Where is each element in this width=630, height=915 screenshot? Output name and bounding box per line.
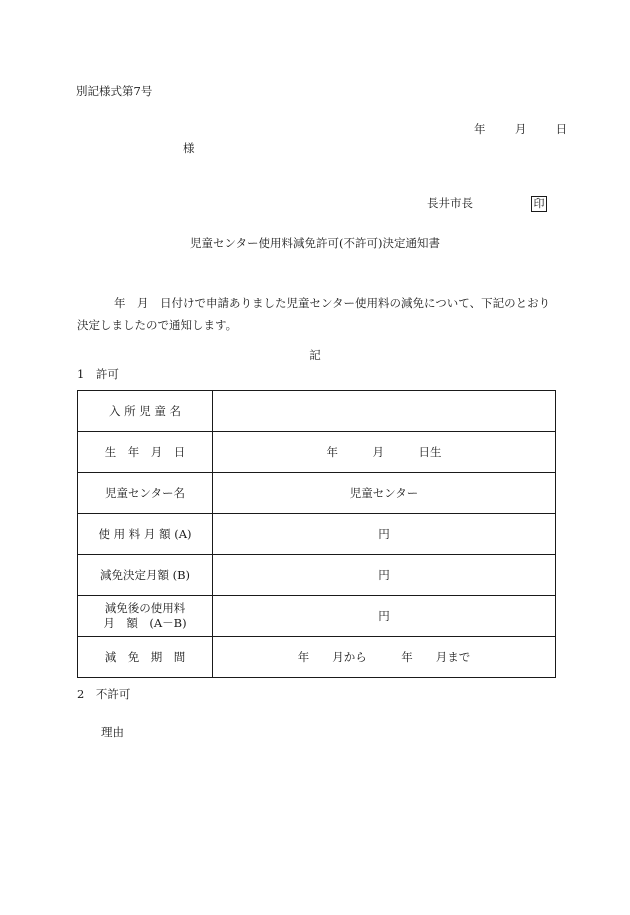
table-row xyxy=(78,596,556,637)
label-fee-after-reduction xyxy=(78,596,213,637)
value-monthly-fee: 円 xyxy=(213,514,556,555)
table-row xyxy=(78,555,556,596)
date-year: 年 xyxy=(474,122,486,136)
issuer-name: 長井市長 xyxy=(427,196,473,210)
section-denial: 2 不許可 xyxy=(77,687,131,701)
date-line xyxy=(474,124,567,136)
label-monthly-fee: 使 用 料 月 額 (A) xyxy=(78,514,213,555)
label-fee-after-reduction-line1: 減免後の使用料 xyxy=(104,601,186,615)
label-fee-after-reduction-line2: 月 額 (A－B) xyxy=(103,616,187,630)
reason-label: 理由 xyxy=(101,725,124,739)
table-row xyxy=(78,637,556,678)
notice-body: 年 月 日付けで申請ありました児童センター使用料の減免について、下記のとおり決定しましたので通知します。 xyxy=(77,296,551,332)
addressee-suffix: 様 xyxy=(183,141,195,155)
date-day: 日 xyxy=(555,122,568,136)
value-birthdate: 年 月 日生 xyxy=(213,432,556,473)
label-reduction-amount: 減免決定月額 (B) xyxy=(78,555,213,596)
seal-stamp: 印 xyxy=(531,196,547,212)
label-center-name: 児童センター名 xyxy=(78,473,213,514)
approval-table xyxy=(77,390,556,678)
document-title: 児童センター使用料減免許可(不許可)決定通知書 xyxy=(189,236,440,250)
ki-heading: 記 xyxy=(309,348,321,362)
value-reduction-amount: 円 xyxy=(213,555,556,596)
date-month: 月 xyxy=(514,122,527,136)
form-number: 別記様式第7号 xyxy=(76,84,153,98)
value-fee-after-reduction: 円 xyxy=(213,596,556,637)
value-child-name xyxy=(213,391,556,432)
table-row xyxy=(78,514,556,555)
value-center-name: 児童センター xyxy=(213,473,556,514)
value-reduction-period: 年 月から 年 月まで xyxy=(213,637,556,678)
table-row xyxy=(78,473,556,514)
label-child-name: 入 所 児 童 名 xyxy=(78,391,213,432)
table-row xyxy=(78,391,556,432)
label-reduction-period: 減 免 期 間 xyxy=(78,637,213,678)
table-row xyxy=(78,432,556,473)
section-approval: 1 許可 xyxy=(77,367,119,381)
label-birthdate: 生 年 月 日 xyxy=(78,432,213,473)
